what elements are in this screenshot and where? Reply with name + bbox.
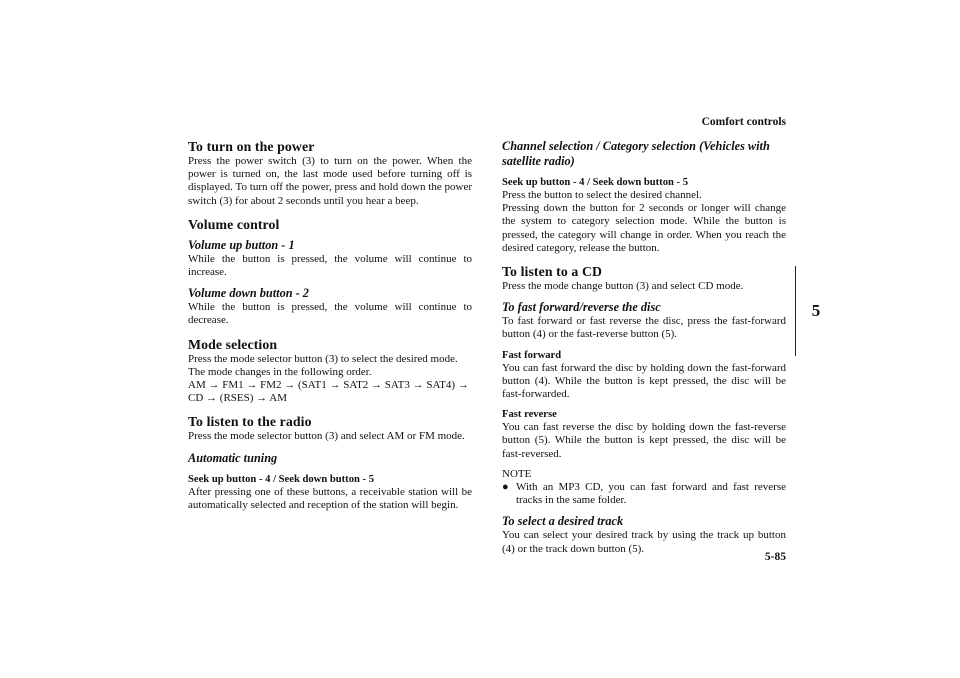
section-title-volume: Volume control: [188, 216, 280, 232]
note-label: NOTE: [502, 467, 532, 480]
minor-heading-fast-reverse: Fast reverse: [502, 409, 557, 421]
body-volume-down: While the button is pressed, the volume will continue to decrease.: [188, 301, 472, 327]
page-number: 5-85: [764, 551, 786, 563]
left-column: [188, 139, 472, 512]
note-text: With an MP3 CD, you can fast forward and fast reverse tracks in the same folder.: [516, 481, 786, 507]
body-radio: Press the mode selector button (3) and select AM or FM mode.: [188, 430, 465, 443]
body-cd: Press the mode change button (3) and select CD mode.: [502, 280, 744, 293]
body-volume-up: While the button is pressed, the volume will continue to increase.: [188, 252, 472, 279]
mode-line-2: The mode changes in the following order.: [188, 365, 372, 378]
minor-heading-seek: Seek up button - 4 / Seek down button - 5: [188, 473, 375, 485]
mode-line-4: CD → (RSES) → AM: [188, 392, 288, 405]
subheading-volume-up: Volume up button - 1: [188, 237, 295, 252]
subheading-automatic-tuning: Automatic tuning: [188, 450, 278, 465]
section-title-mode: Mode selection: [188, 336, 278, 352]
mode-line-3: AM → FM1 → FM2 → (SAT1 → SAT2 → SAT3 → SAT4) →: [188, 379, 469, 392]
bullet-icon: ●: [502, 481, 509, 494]
subheading-select-track: To select a desired track: [502, 514, 624, 529]
body-fast-reverse: You can fast reverse the disc by holding down the fast-reverse button (5). While the button is kept pressed, the disc will be fast-reversed.: [502, 421, 786, 460]
section-body-power: Press the power switch (3) to turn on the power. When the power is turned on, the last mode used before turning off is displayed. To turn off the power, press and hold down the power switch (3) for about 2 seconds until you hear a beep.: [188, 155, 472, 207]
mode-line-1: Press the mode selector button (3) to select the desired mode.: [188, 352, 458, 365]
section-title-cd: To listen to a CD: [502, 264, 603, 280]
minor-heading-seek-channel: Seek up button - 4 / Seek down button - 5: [502, 177, 689, 188]
note-item: [502, 481, 786, 507]
body-fast-forward-reverse: To fast forward or fast reverse the disc, press the fast-forward button (4) or the fast-reverse button (5).: [502, 315, 786, 341]
subheading-channel-selection: Channel selection / Category selection (Vehicles with satellite radio): [502, 139, 770, 168]
body-fast-forward: You can fast forward the disc by holding down the fast-forward button (4). While the button is kept pressed, the disc will be fast-forwarded.: [502, 361, 786, 401]
minor-heading-fast-forward: Fast forward: [502, 349, 562, 361]
chapter-number: 5: [811, 301, 821, 320]
header-title: Comfort controls: [701, 116, 786, 128]
chapter-tab: [795, 266, 836, 356]
subheading-volume-down: Volume down button - 2: [188, 286, 309, 301]
right-column: [502, 139, 786, 556]
body-automatic-tuning: After pressing one of these buttons, a receivable station will be automatically selected and reception of the station will begin.: [188, 485, 472, 511]
body-channel-selection: Pressing down the button for 2 seconds or longer will change the system to category selection mode. While the button is pressed, the category will change in order. When you reach the desired category, release the button.: [502, 202, 786, 254]
subheading-fast-forward-reverse: To fast forward/reverse the disc: [502, 300, 661, 315]
section-title-power: To turn on the power: [188, 139, 315, 154]
section-title-radio: To listen to the radio: [188, 414, 312, 430]
body-select-track: You can select your desired track by using the track up button (4) or the track down button (5).: [502, 529, 786, 555]
channel-line-1: Press the button to select the desired channel.: [502, 189, 702, 201]
